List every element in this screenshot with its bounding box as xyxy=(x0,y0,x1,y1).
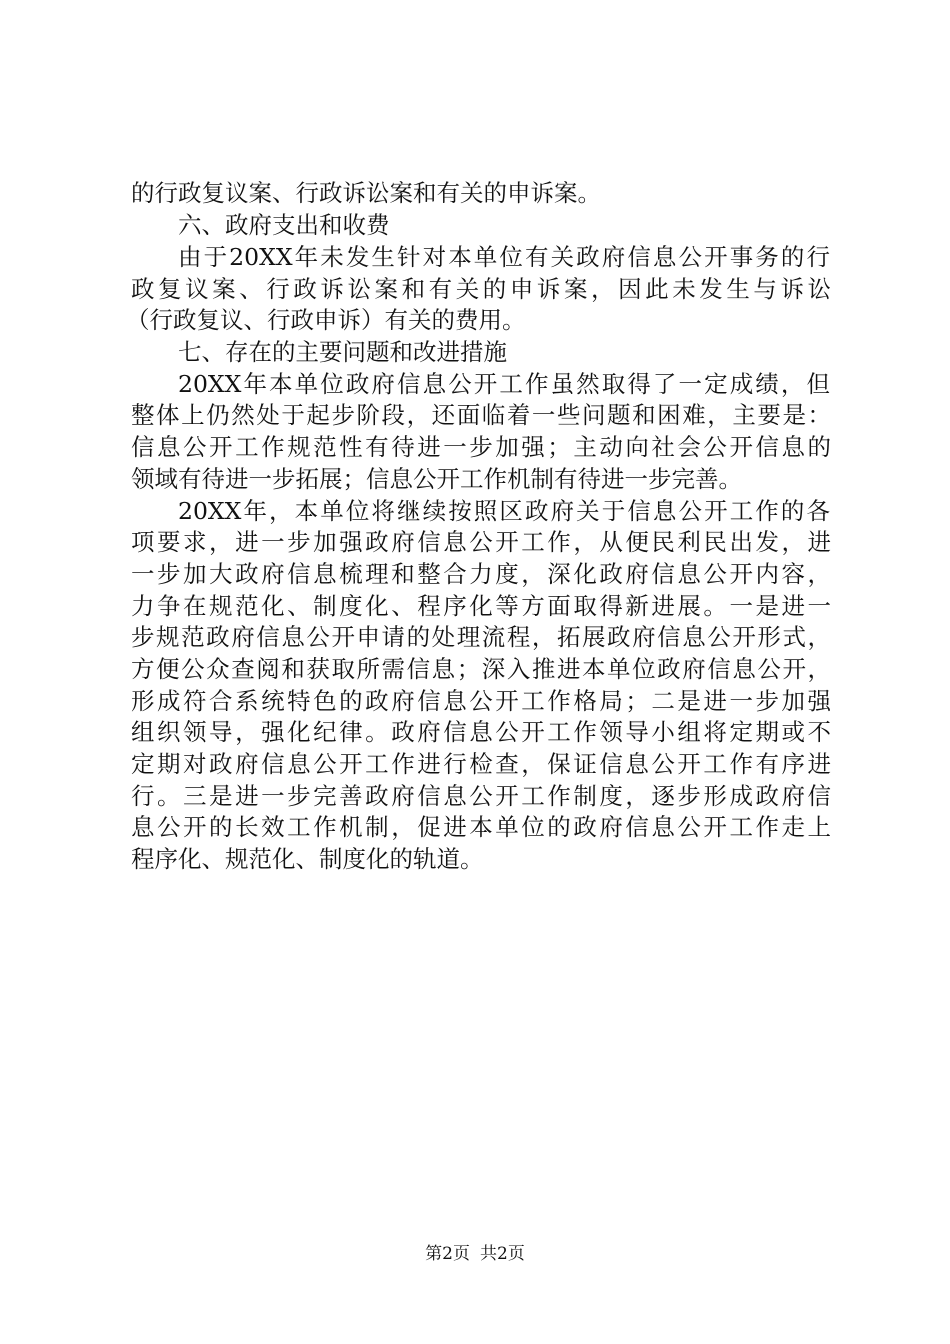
paragraph-line: 形成符合系统特色的政府信息公开工作格局；二是进一步加强 xyxy=(131,687,831,715)
paragraph-line: 20XX年本单位政府信息公开工作虽然取得了一定成绩，但 xyxy=(178,370,830,398)
paragraph-line: 行。三是进一步完善政府信息公开工作制度，逐步形成政府信 xyxy=(131,782,831,810)
paragraph-line: （行政复议、行政申诉）有关的费用。 xyxy=(126,306,526,334)
paragraph-line: 定期对政府信息公开工作进行检查，保证信息公开工作有序进 xyxy=(131,750,831,778)
paragraph-line: 方便公众查阅和获取所需信息；深入推进本单位政府信息公开， xyxy=(131,655,831,683)
section-heading-seven: 七、存在的主要问题和改进措施 xyxy=(178,338,507,366)
paragraph-line: 息公开的长效工作机制，促进本单位的政府信息公开工作走上 xyxy=(131,813,831,841)
paragraph-line: 一步加大政府信息梳理和整合力度，深化政府信息公开内容， xyxy=(131,560,831,588)
paragraph-line: 力争在规范化、制度化、程序化等方面取得新进展。一是进一 xyxy=(131,592,831,620)
paragraph-line: 由于20XX年未发生针对本单位有关政府信息公开事务的行 xyxy=(178,243,830,271)
page-total: 共2页 xyxy=(480,1244,525,1264)
paragraph-line: 整体上仍然处于起步阶段，还面临着一些问题和困难，主要是： xyxy=(131,401,831,429)
paragraph-line: 信息公开工作规范性有待进一步加强；主动向社会公开信息的 xyxy=(131,433,831,461)
paragraph-line: 政复议案、行政诉讼案和有关的申诉案，因此未发生与诉讼 xyxy=(131,275,831,303)
paragraph-line: 步规范政府信息公开申请的处理流程，拓展政府信息公开形式， xyxy=(131,623,831,651)
page-number: 第2页 xyxy=(425,1244,470,1264)
paragraph-line: 的行政复议案、行政诉讼案和有关的申诉案。 xyxy=(131,179,601,207)
paragraph-line: 领域有待进一步拓展；信息公开工作机制有待进一步完善。 xyxy=(131,465,742,493)
paragraph-line: 组织领导，强化纪律。政府信息公开工作领导小组将定期或不 xyxy=(131,718,831,746)
paragraph-line: 程序化、规范化、制度化的轨道。 xyxy=(131,845,484,873)
section-heading-six: 六、政府支出和收费 xyxy=(178,211,390,239)
paragraph-line: 项要求，进一步加强政府信息公开工作，从便民利民出发，进 xyxy=(131,528,831,556)
page-footer xyxy=(0,1243,950,1265)
paragraph-line: 20XX年，本单位将继续按照区政府关于信息公开工作的各 xyxy=(178,497,830,525)
